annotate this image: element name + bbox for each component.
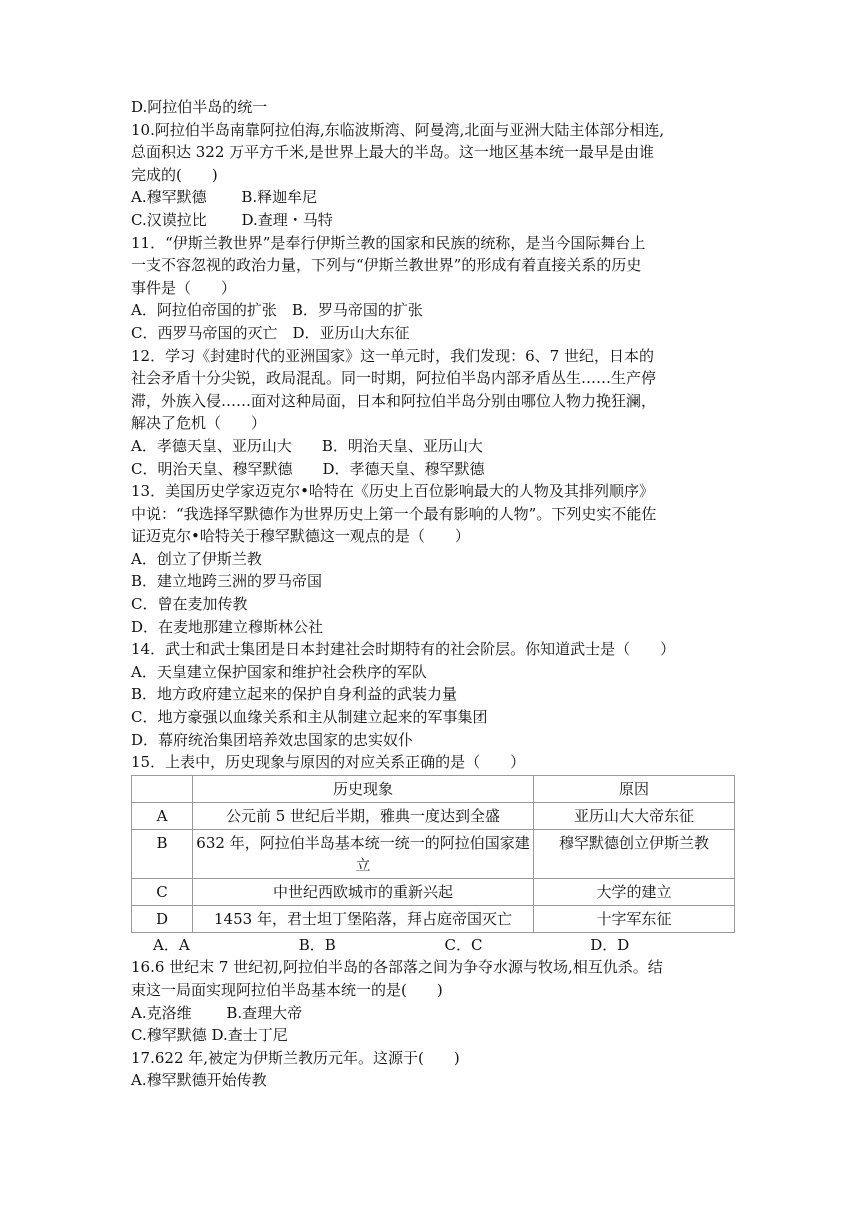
text-line: D.阿拉伯半岛的统一: [131, 98, 268, 116]
table-header-cell: 原因: [534, 775, 735, 802]
text-line: 束这一局面实现阿拉伯半岛基本统一的是( ): [131, 981, 443, 999]
answer-option: A．A: [153, 935, 190, 954]
text-line: 完成的( ): [131, 165, 218, 184]
document-page: [131, 96, 736, 1092]
text-line: 滞，外族入侵……面对这种局面，日本和阿拉伯半岛分别由哪位人物力挽狂澜，: [131, 391, 657, 410]
text-line: 一支不容忽视的政治力量，下列与“伊斯兰教世界”的形成有着直接关系的历史: [131, 256, 642, 275]
table-cell: 亚历山大大帝东征: [534, 802, 735, 829]
text-line: 14．武士和武士集团是日本封建社会时期特有的社会阶层。你知道武士是（ ）: [131, 640, 676, 659]
text-line: A.克洛维 B.查理大帝: [131, 1003, 303, 1022]
text-line: D．幕府统治集团培养效忠国家的忠实奴仆: [131, 730, 414, 749]
text-line: 解决了危机（ ）: [131, 414, 267, 433]
answer-option: D．D: [590, 935, 630, 954]
table-row: [132, 878, 735, 905]
answer-option: C．C: [444, 935, 483, 954]
text-line: 15．上表中，历史现象与原因的对应关系正确的是（ ）: [131, 753, 526, 772]
text-line: 事件是（ ）: [131, 278, 237, 297]
table-row: [132, 829, 735, 878]
table-header-cell: [132, 775, 193, 802]
table-row: [132, 905, 735, 932]
table-cell: 穆罕默德创立伊斯兰教: [534, 829, 735, 878]
text-line: C．明治天皇、穆罕默德 D．孝德天皇、穆罕默德: [131, 459, 485, 478]
text-line: 总面积达 322 万平方千米,是世界上最大的半岛。这一地区基本统一最早是由谁: [131, 143, 654, 162]
table-cell: B: [132, 829, 193, 878]
text-line: 社会矛盾十分尖锐，政局混乱。同一时期，阿拉伯半岛内部矛盾丛生……生产停: [131, 369, 657, 388]
text-line: C．曾在麦加传教: [131, 595, 248, 614]
text-line: A．创立了伊斯兰教: [131, 549, 262, 568]
answer-options-row: [131, 934, 736, 957]
table-row: [132, 802, 735, 829]
text-line: B．地方政府建立起来的保护自身利益的武装力量: [131, 685, 458, 704]
questions-16-to-17: [131, 956, 736, 1092]
table-cell: 1453 年，君士坦丁堡陷落，拜占庭帝国灭亡: [193, 905, 534, 932]
table-cell: C: [132, 878, 193, 905]
table-cell: D: [132, 905, 193, 932]
history-table: [131, 775, 735, 933]
text-line: 16.6 世纪末 7 世纪初,阿拉伯半岛的各部落之间为争夺水源与牧场,相互仇杀。结: [131, 958, 663, 977]
table-header-cell: 历史现象: [193, 775, 534, 802]
questions-10-to-15: [131, 96, 736, 774]
table-cell: 中世纪西欧城市的重新兴起: [193, 878, 534, 905]
text-line: C.穆罕默德 D.查士丁尼: [131, 1026, 288, 1045]
text-line: D．在麦地那建立穆斯林公社: [131, 617, 324, 636]
text-line: C．地方豪强以血缘关系和主从制建立起来的军事集团: [131, 708, 488, 727]
text-line: A．阿拉伯帝国的扩张 B．罗马帝国的扩张: [131, 301, 423, 320]
text-line: A.穆罕默德 B.释迦牟尼: [131, 188, 318, 207]
text-line: C．西罗马帝国的灭亡 D．亚历山大东征: [131, 323, 410, 342]
text-line: 17.622 年,被定为伊斯兰教历元年。这源于( ): [131, 1048, 460, 1067]
table-cell: 632 年，阿拉伯半岛基本统一统一的阿拉伯国家建立: [193, 829, 534, 878]
text-line: 12．学习《封建时代的亚洲国家》这一单元时，我们发现：6、7 世纪，日本的: [131, 346, 654, 365]
table-cell: A: [132, 802, 193, 829]
answer-option: B．B: [298, 935, 336, 954]
table-cell: 十字军东征: [534, 905, 735, 932]
text-line: C.汉谟拉比 D.查理・马特: [131, 210, 333, 229]
text-line: A.穆罕默德开始传教: [131, 1071, 267, 1090]
text-line: A．孝德天皇、亚历山大 B．明治天皇、亚历山大: [131, 436, 483, 455]
table-header-row: [132, 775, 735, 802]
text-line: 证迈克尔•哈特关于穆罕默德这一观点的是（ ）: [131, 527, 470, 546]
text-line: 中说：“我选择罕默德作为世界历史上第一个最有影响的人物”。下列史实不能佐: [131, 504, 657, 523]
text-line: A．天皇建立保护国家和维护社会秩序的军队: [131, 662, 427, 681]
table-cell: 大学的建立: [534, 878, 735, 905]
text-line: B．建立地跨三洲的罗马帝国: [131, 572, 323, 591]
text-line: 13．美国历史学家迈克尔•哈特在《历史上百位影响最大的人物及其排列顺序》: [131, 482, 654, 501]
text-line: 11．“伊斯兰教世界”是奉行伊斯兰教的国家和民族的统称，是当今国际舞台上: [131, 233, 646, 252]
table-cell: 公元前 5 世纪后半期，雅典一度达到全盛: [193, 802, 534, 829]
text-line: 10.阿拉伯半岛南靠阿拉伯海,东临波斯湾、阿曼湾,北面与亚洲大陆主体部分相连,: [131, 120, 665, 139]
